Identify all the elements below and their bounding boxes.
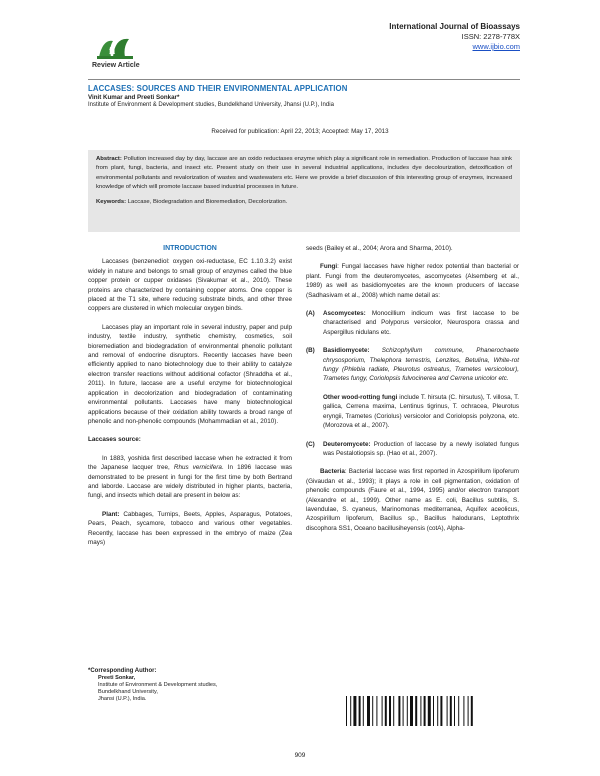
bacteria-label: Bacteria [320,468,345,476]
other-fungi-heading: Other wood-rotting fungi [323,393,398,401]
barcode-graphic [344,696,522,726]
basidiomycete-heading: Basidiomycete: [323,347,370,355]
page-number: 909 [294,752,306,759]
logo-letters: fi [109,46,116,57]
seeds-line: seeds (Bailey et al., 2004; Arora and Sharma, 2010). [306,245,453,252]
corresponding-name: Preeti Sonkar, [98,675,136,681]
intro-paragraph-1: Laccases (benzenediol: oxygen oxi-reductase, EC 1.10.3.2) exist widely in nature and belongs to small group of enzymes called the blue copper protein or cupper oxidases (Sivakumar et al., 2010). These proteins are characterized by containing copper atoms. One copper is placed at the T1 site, where reducing substrate binds, and other three coppers are clustered in which molecular oxygen binds. [88,258,292,313]
list-text-b [323,346,519,384]
plant-text: Cabbages, Turnips, Beets, Apples, Asparagus, Potatoes, Pears, Peach, sycamore, tobacco and various other vegetables. Recently, laccase has been expressed in the embryo of maize (Zea mays) [88,510,292,546]
laccase-source-paragraph [88,454,292,501]
fungi-text: : Fungal laccases have higher redox potential than bacterial or plant. Fungi from the deuteromycetes, ascomycetes (Alsemberg et al., 1989) as well as basidiomycetes are the known producers of laccase (Sadhasivam et al., 2008) which name detail as: [306,263,519,299]
left-column [88,244,292,556]
right-column [306,244,519,542]
corresponding-heading: *Corresponding Author: [88,668,157,674]
list-item-basidiomycete [306,346,519,384]
corresponding-line-3: Jhansi (U.P.), India. [98,696,147,702]
bacteria-paragraph [306,467,519,533]
other-fungi-text: include T. hirsuta (C. hirsutus), T. villosa, T. gallica, Cerrena maxima, Lentinus tigrinus, T. ochracea, Pleurotus eryngii, Trametes (Coriolus) versicolor and Coriolopsis polyzona, etc. (Morozova et al., 2007). [323,393,519,430]
article-affiliation: Institute of Environment & Development studies, Bundelkhand University, Jhansi (U.P.), India [88,102,334,108]
list-item-ascomycetes [306,309,519,337]
laccase-source-heading: Laccases source: [88,436,141,444]
corresponding-line-1: Institute of Environment & Development studies, [98,682,218,688]
article-type: Review Article [92,62,140,69]
plant-paragraph [88,510,292,548]
journal-issn: ISSN: 2278-778X [461,32,520,41]
abstract-label: Abstract: [96,156,122,162]
publication-dates: Received for publication: April 22, 2013; Accepted: May 17, 2013 [211,128,389,135]
journal-url-link[interactable]: www.ijbio.com [472,42,520,51]
journal-logo [95,35,137,61]
article-authors: Vinit Kumar and Preeti Sonkar* [88,94,180,101]
journal-info [389,22,520,52]
abstract-box [88,150,520,232]
fungi-label: Fungi [320,263,338,271]
bacteria-text: : Bacterial laccase was first reported in Azospirillum lipoferum (Givaudan et al., 1993); it plays a role in cell pigmentation, oxidation of phenolic compounds (Faure et al., 1994, 1995) and/or electron transport (Alexandre et al., 1999). Other name as E. coli, Bacillus subtilis, S. lavendulae, S. cyaneus, Marinomonas mediterranea, Aquifex aceolicus, Azospirillum lipoferum, Bacillus sp., Bacillus halodurans, Leptothrix discophora SS1, Oceano bacillusiheyensis (cotA), Alpha- [306,468,519,532]
keywords-label: Keywords: [96,199,127,206]
intro-paragraph-2: Laccases play an important role in several industry, paper and pulp industry, textile industry, synthetic chemistry, cosmetics, soil bioremediation and biodegradation of environmental phenolic pollutant and removal of endocrine disruptors. Recently laccases have been efficiently applied to nano biotechnology due to their ability to catalyze electron transfer reactions without additional cofactor (Shraddha et al., 2011). In future, laccase are a useful enzyme for biotechnological application in decolorization and biodegradation of contaminating environmental pollutants. Laccases have many biotechnological applications because of their oxidation ability towards a broad range of phenolic and non-phenolic compounds (Mohammadian et al., 2010). [88,323,292,425]
corresponding-line-2: Bundelkhand University, [98,689,158,695]
source-text-a: In 1883, yoshida first described laccase when he extracted it from the Japanese lacquer tree, [88,454,292,472]
introduction-heading: INTRODUCTION [163,245,217,252]
ascomycetes-heading: Ascomycetes: [323,310,366,318]
keywords-text: Laccase, Biodegradation and Bioremediation, Decolorization. [127,199,288,206]
other-wood-rotting-fungi [306,393,519,431]
list-label-c: (C) [306,440,315,448]
header-divider [88,79,520,80]
list-label-a: (A) [306,310,315,318]
keywords-line [96,198,512,207]
corresponding-author [88,668,278,703]
deuteromycete-heading: Deuteromycete: [323,440,371,448]
list-item-deuteromycete [306,440,519,459]
source-text-b: . In 1896 laccase was demonstrated to be present in fungi for the first time by both Bertrand and laborde. Laccase are widely distributed in higher plants, bacteria, fungi, and insects which detail are present in below as: [88,464,292,500]
list-label-b: (B) [306,347,315,355]
issn-barcode [344,696,522,726]
fungi-paragraph [306,262,519,300]
abstract-text: Pollution increased day by day, laccase are an oxido reductases enzyme which play a significant role in remediation. Production of laccase has sink from plant, fungi, bacteria, and insect etc. Present study on their use in several industrial applications, includes dye decolourization, detoxification of environmental pollutants and revalorization of wastes and wastewaters etc. Here we provide a brief discussion of this interesting group of enzymes, increased knowledge of which will promote laccase based industrial processes in future. [96,156,512,190]
journal-name: International Journal of Bioassays [389,22,520,31]
list-text-c [323,440,519,459]
deuteromycete-text: Production of laccase by a newly isolated fungus was Pestalotiopsis sp. (Hao et al., 2007). [323,440,519,457]
basidiomycete-text: Schizophyllum commune, Phanerochaete chrysosporium, Thelephora terrestris, Lenzites, Betulina, White-rot fungy (Phlebia radiate, Pleurotus ostreatus, Trametes versicolour), Trametes fungy, Coriolopsis fulvocinerea and Cerrena unicolor etc. [323,347,519,383]
list-text-a [323,309,519,337]
plant-label: Plant: [102,510,120,518]
ascomycetes-text: Monocillium indicum was first laccase to be characterised and Polyporus versicolor, Neurospora crassa and Aspergillus nidulans etc. [323,310,519,336]
article-title: LACCASES: SOURCES AND THEIR ENVIRONMENTAL APPLICATION [88,84,348,93]
source-species: Rhus vernicifera [173,464,222,472]
